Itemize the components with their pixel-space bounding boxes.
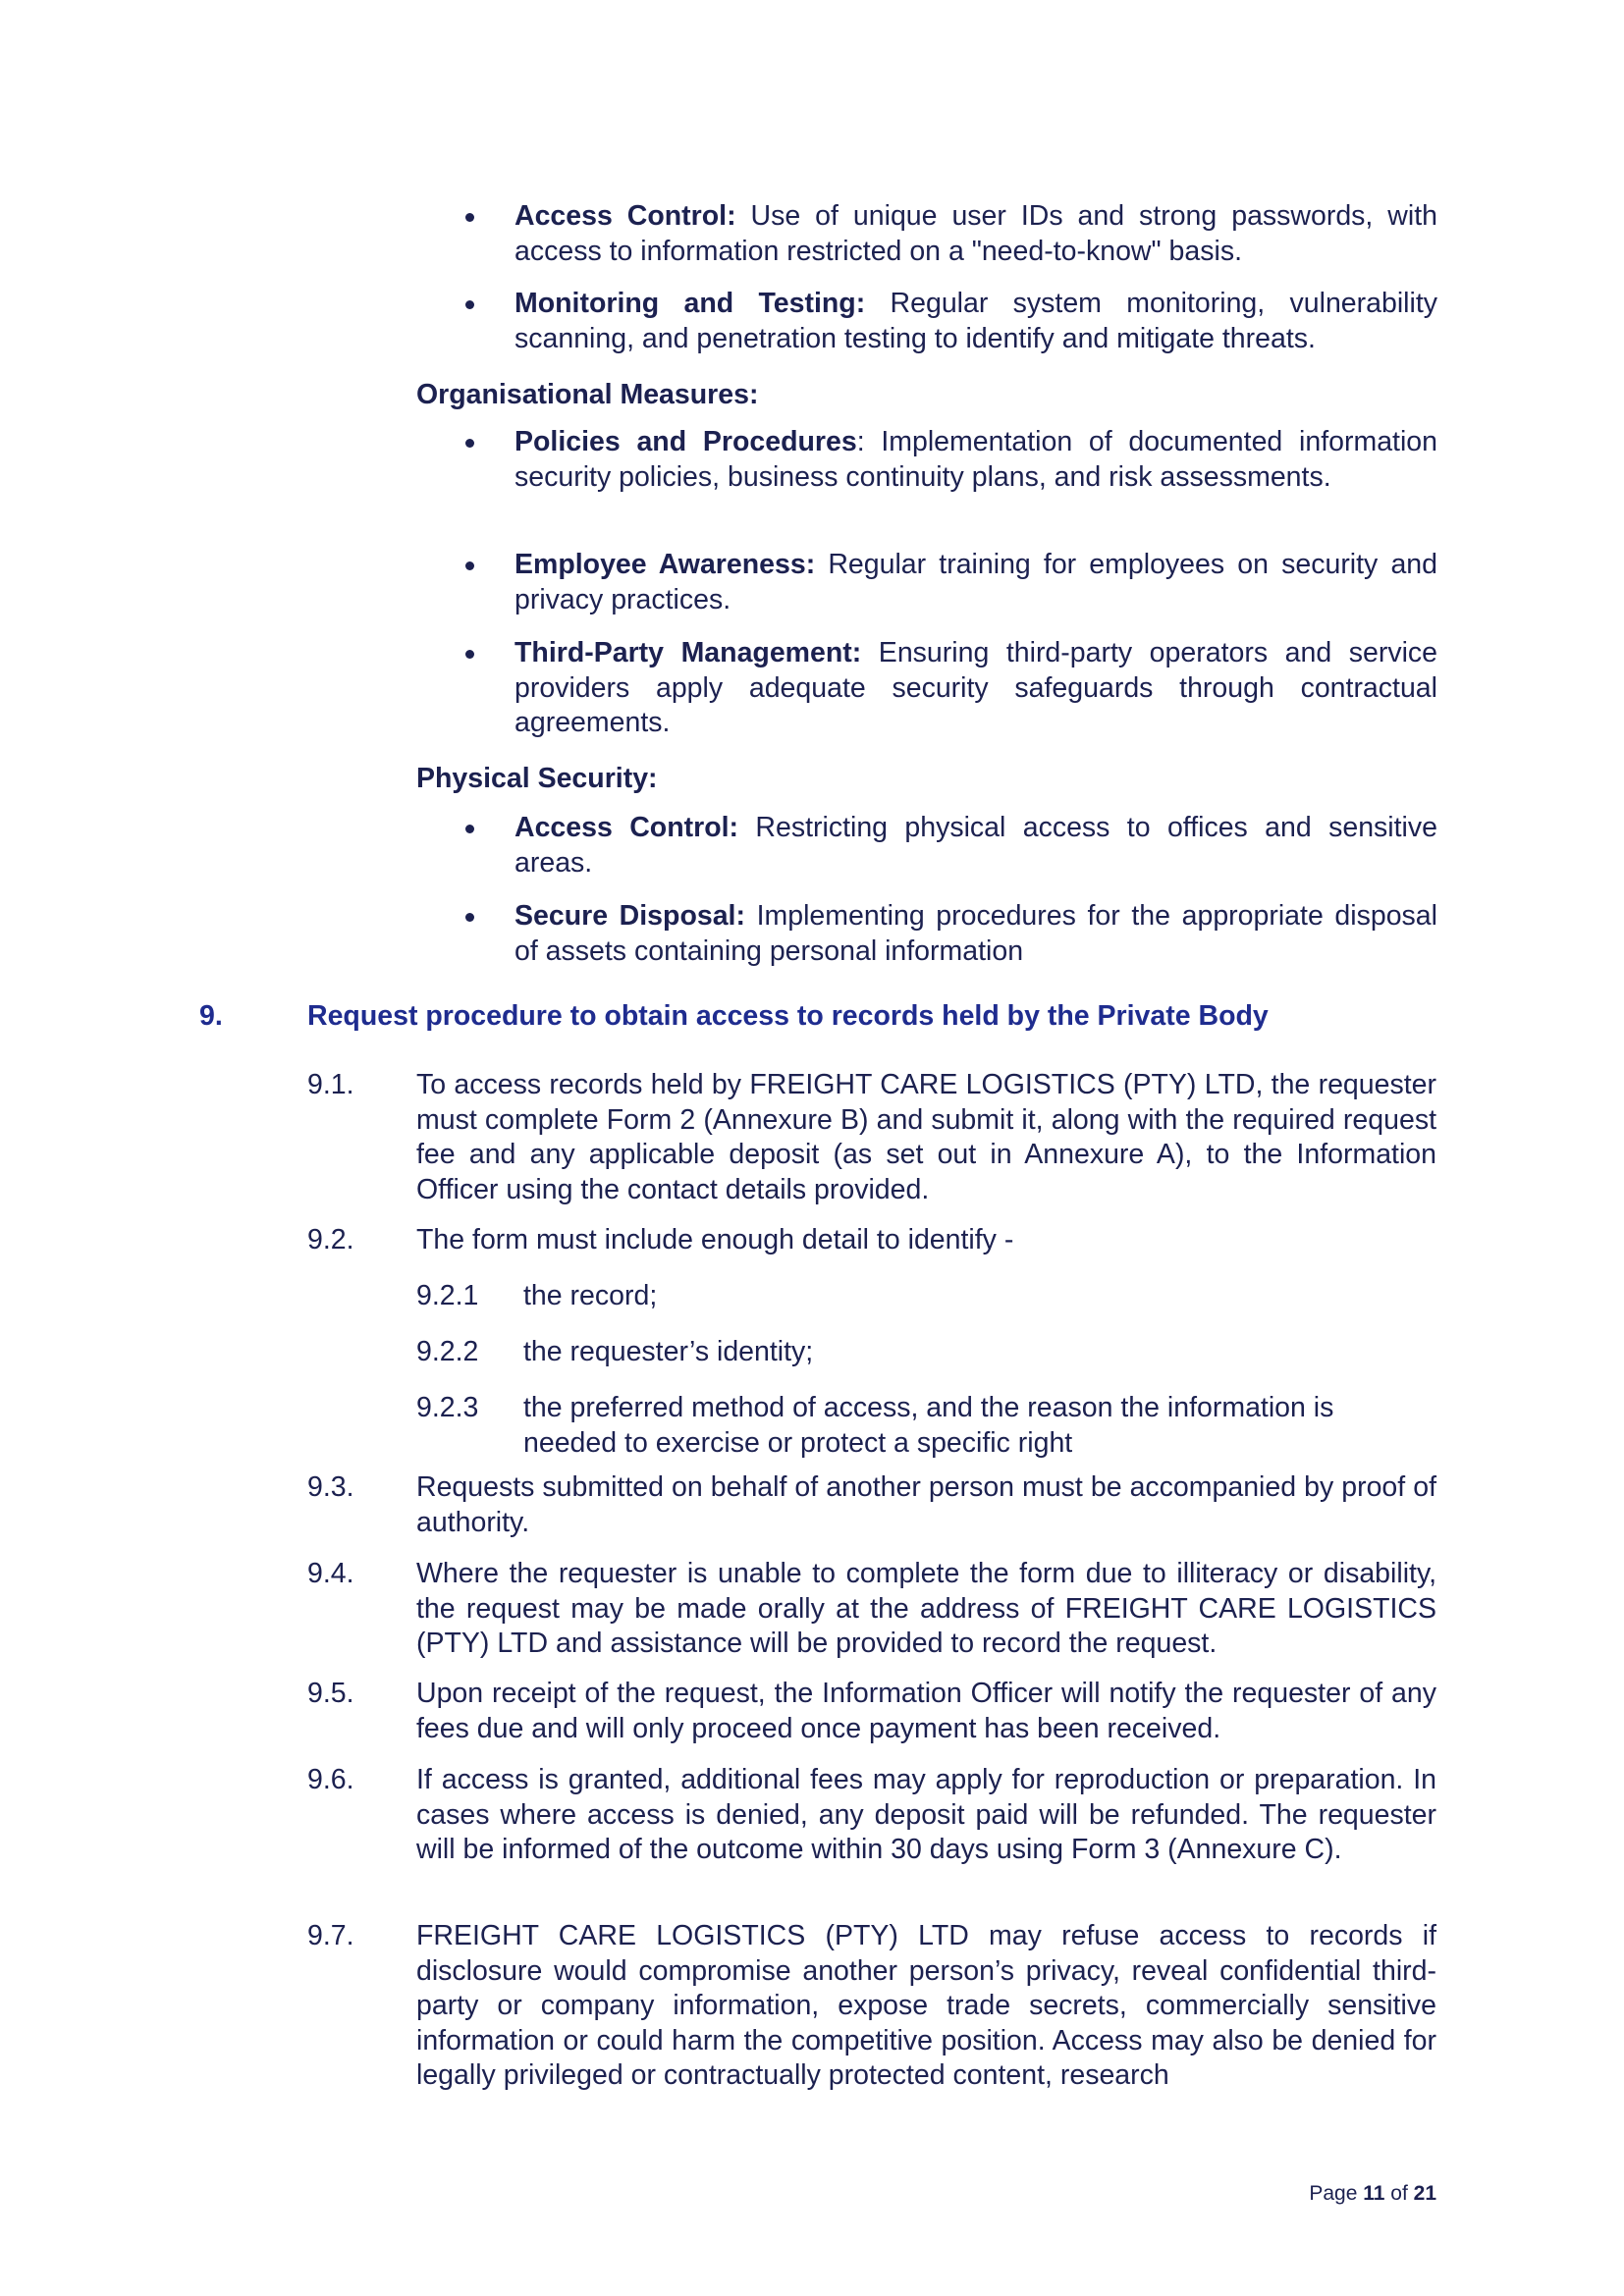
clause-number: 9.3. (307, 1471, 354, 1503)
bullet-icon (465, 213, 474, 222)
section-number: 9. (199, 1000, 223, 1032)
subclause-number: 9.2.2 (416, 1336, 479, 1367)
subclause-number: 9.2.1 (416, 1280, 479, 1311)
subclause-text: the preferred method of access, and the reason the information is needed to exercise or protect a specific right (523, 1392, 1334, 1459)
page-total: 21 (1413, 2182, 1436, 2205)
bullet-text: Regular training for employees on security and privacy practices. (514, 549, 1437, 615)
subclause-number: 9.2.3 (416, 1392, 479, 1423)
bullet-text: Use of unique user IDs and strong passwords, with access to information restricted on a "need-to-know" basis. (514, 200, 1437, 267)
bullet-term: Monitoring and Testing: (514, 288, 866, 319)
clause-number: 9.5. (307, 1678, 354, 1709)
bullet-text: Ensuring third-party operators and service providers apply adequate security safeguards through contractual agreements. (514, 637, 1437, 738)
subclause-text: the requester’s identity; (523, 1336, 814, 1367)
clause-number: 9.1. (307, 1069, 354, 1100)
subclause-text: the record; (523, 1280, 658, 1311)
clause-text: Upon receipt of the request, the Information Officer will notify the requester of any fees due and will only proceed once payment has been received. (416, 1678, 1436, 1744)
bullet-term: Policies and Procedures (514, 426, 857, 457)
clause-number: 9.6. (307, 1764, 354, 1795)
bullet-icon (465, 561, 474, 570)
section-title: Request procedure to obtain access to records held by the Private Body (307, 1000, 1269, 1032)
bullet-text: Implementing procedures for the appropriate disposal of assets containing personal information (514, 900, 1437, 967)
clause-text: If access is granted, additional fees may apply for reproduction or preparation. In cases where access is denied, any deposit paid will be refunded. The requester will be informed of the outcome within 30 days using Form 3 (Annexure C). (416, 1764, 1436, 1865)
clause-text: To access records held by FREIGHT CARE LOGISTICS (PTY) LTD, the requester must complete Form 2 (Annexure B) and submit it, along with the required request fee and any applicable deposit (as set out in Annexure A), to the Information Officer using the contact details provided. (416, 1069, 1436, 1205)
bullet-icon (465, 825, 474, 833)
bullet-icon (465, 439, 474, 448)
physical-security-heading: Physical Security: (416, 763, 658, 794)
bullet-term: Access Control: (514, 200, 736, 232)
organisational-measures-heading: Organisational Measures: (416, 379, 759, 410)
page-current: 11 (1363, 2182, 1385, 2205)
page-label: Page (1309, 2182, 1364, 2205)
bullet-text: Restricting physical access to offices and sensitive areas. (514, 812, 1437, 879)
clause-text: FREIGHT CARE LOGISTICS (PTY) LTD may refuse access to records if disclosure would compromise another person’s privacy, reveal confidential third-party or company information, expose trade secrets, commercially sensitive information or could harm the competitive position. Access may also be denied for legally privileged or contractually protected content, research (416, 1920, 1436, 2091)
bullet-term: Third-Party Management: (514, 637, 862, 668)
clause-number: 9.2. (307, 1224, 354, 1255)
bullet-text: Regular system monitoring, vulnerability scanning, and penetration testing to identify and mitigate threats. (514, 288, 1438, 354)
bullet-icon (465, 650, 474, 659)
bullet-icon (465, 300, 474, 309)
clause-text: Where the requester is unable to complete the form due to illiteracy or disability, the request may be made orally at the address of FREIGHT CARE LOGISTICS (PTY) LTD and assistance will be provided to record the request. (416, 1558, 1436, 1659)
bullet-term: Secure Disposal: (514, 900, 745, 932)
page-footer (1257, 2181, 1436, 2207)
clause-text: The form must include enough detail to identify - (416, 1224, 1014, 1255)
clause-number: 9.4. (307, 1558, 354, 1589)
bullet-icon (465, 913, 474, 922)
bullet-term: Employee Awareness: (514, 549, 816, 580)
bullet-term: Access Control: (514, 812, 739, 843)
page-of-label: of (1384, 2182, 1414, 2205)
clause-text: Requests submitted on behalf of another person must be accompanied by proof of authority. (416, 1471, 1436, 1538)
clause-number: 9.7. (307, 1920, 354, 1951)
bullet-text: : Implementation of documented information security policies, business continuity plans, and risk assessments. (514, 426, 1437, 493)
